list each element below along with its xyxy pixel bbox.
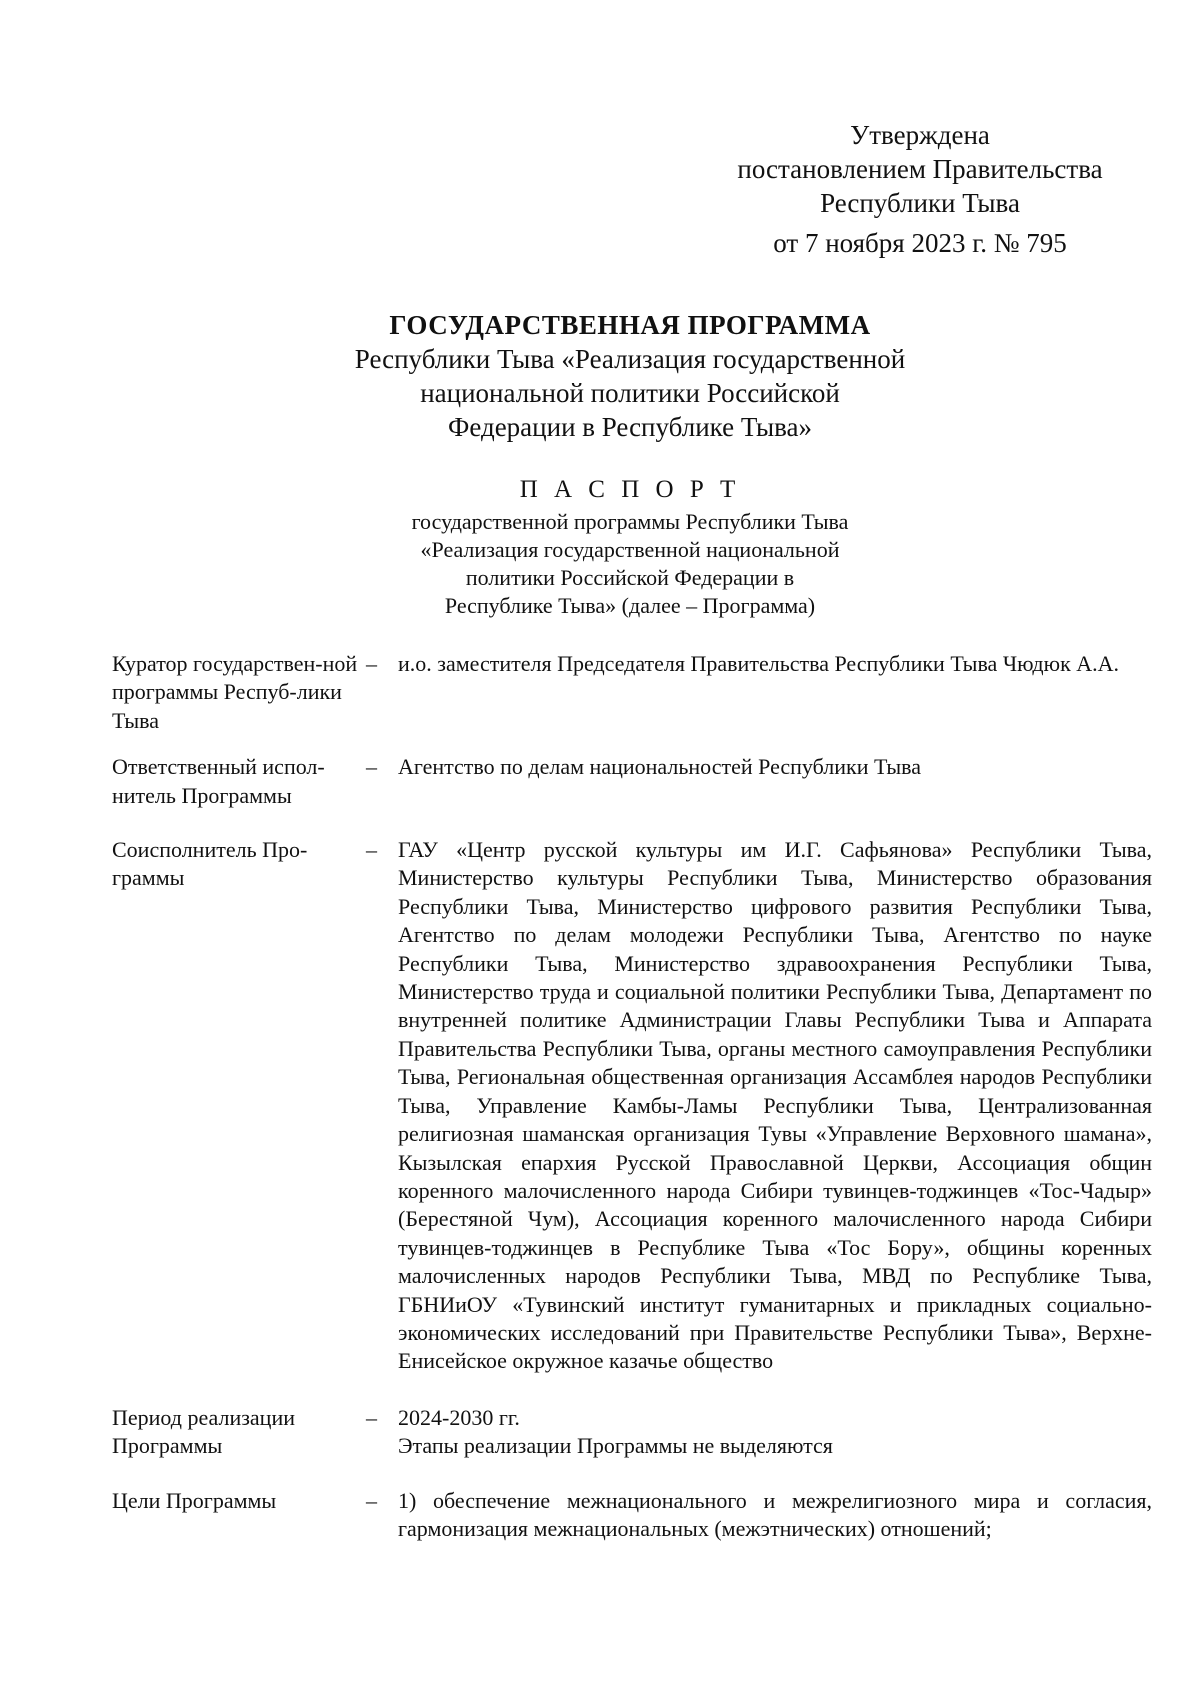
row-label: Период реализации Программы [112, 1404, 296, 1459]
passport-subtitle-line1: государственной программы Республики Тыва [411, 509, 849, 534]
row-dash: – [366, 754, 377, 780]
passport-subtitle-line4: Республике Тыва» (далее – Программа) [444, 593, 816, 618]
approval-line-resolution: постановлением Правительства [737, 154, 1103, 184]
passport-subtitle-line3: политики Российской Федерации в [465, 565, 795, 590]
row-label: Цели Программы [112, 1487, 277, 1513]
row-label: Куратор государствен-ной программы Респуб-лики Тыва [112, 651, 358, 733]
approval-stamp [710, 118, 1130, 260]
program-subtitle-line2: национальной политики Российской [420, 378, 840, 408]
row-dash: – [366, 1404, 377, 1430]
passport-heading-block [300, 476, 960, 620]
approval-line-republic: Республики Тыва [820, 188, 1020, 218]
row-value: 1) обеспечение межнационального и межрелигиозного мира и согласия, гармонизация межнациональных (межэтнических) отношений; [398, 1487, 1152, 1541]
period-stages-note: Этапы реализации Программы не выделяются [398, 1433, 833, 1459]
row-value: и.о. заместителя Председателя Правительства Республики Тыва Чюдюк А.А. [398, 651, 1120, 676]
passport-row-co-executor [112, 836, 1152, 1376]
row-dash: – [366, 651, 377, 676]
program-subtitle-line1: Республики Тыва «Реализация государственной [354, 344, 906, 374]
approval-line-approved: Утверждена [850, 120, 990, 150]
program-subtitle-line3: Федерации в Республике Тыва» [448, 412, 812, 442]
row-dash: – [366, 837, 377, 863]
approval-date: от 7 ноября 2023 г. № 795 [773, 228, 1067, 258]
row-value [398, 1404, 1152, 1461]
period-years: 2024-2030 гг. [398, 1404, 520, 1430]
row-label: Ответственный испол-нитель Программы [112, 754, 325, 808]
row-label: Соисполнитель Про-граммы [112, 837, 308, 891]
passport-heading: П А С П О Р Т [519, 476, 741, 503]
passport-row-goals [112, 1487, 1152, 1544]
passport-row-responsible-executor [112, 753, 1152, 810]
row-value: Агентство по делам национальностей Республики Тыва [398, 754, 921, 780]
program-title [250, 308, 1010, 444]
program-main-title: ГОСУДАРСТВЕННАЯ ПРОГРАММА [389, 310, 871, 340]
passport-row-period [112, 1404, 1152, 1461]
passport-table [112, 650, 1152, 1543]
row-dash: – [366, 1487, 377, 1513]
row-value: ГАУ «Центр русской культуры им И.Г. Сафьянова» Республики Тыва, Министерство культуры Республики Тыва, Министерство образования Республики Тыва, Министерство цифрового развития Республики Тыва, Агентство по делам молодежи Республики Тыва, Агентство по науке Республики Тыва, Министерство здравоохранения Республики Тыва, Министерство труда и социальной политики Республики Тыва, Департамент по внутренней политике Администрации Главы Республики Тыва и Аппарата Правительства Республики Тыва, органы местного самоуправления Республики Тыва, Региональная общественная организация Ассамблея народов Республики Тыва, Управление Камбы-Ламы Республики Тыва, Централизованная религиозная шаманская организация Тувы «Управление Верховного шамана», Кызылская епархия Русской Православной Церкви, Ассоциация общин коренного малочисленного народа Сибири тувинцев-тоджинцев «Тос-Чадыр» (Берестяной Чум), Ассоциация коренного малочисленного народа Сибири тувинцев-тоджинцев в Республике Тыва «Тос Бору», общины коренных малочисленных народов Республики Тыва, МВД по Республике Тыва, ГБНИиОУ «Тувинский институт гуманитарных и прикладных социально-экономических исследований при Правительстве Республики Тыва», Верхне-Енисейское окружное казачье общество [398, 837, 1152, 1374]
passport-subtitle-line2: «Реализация государственной национальной [420, 537, 840, 562]
passport-row-curator [112, 650, 1152, 735]
